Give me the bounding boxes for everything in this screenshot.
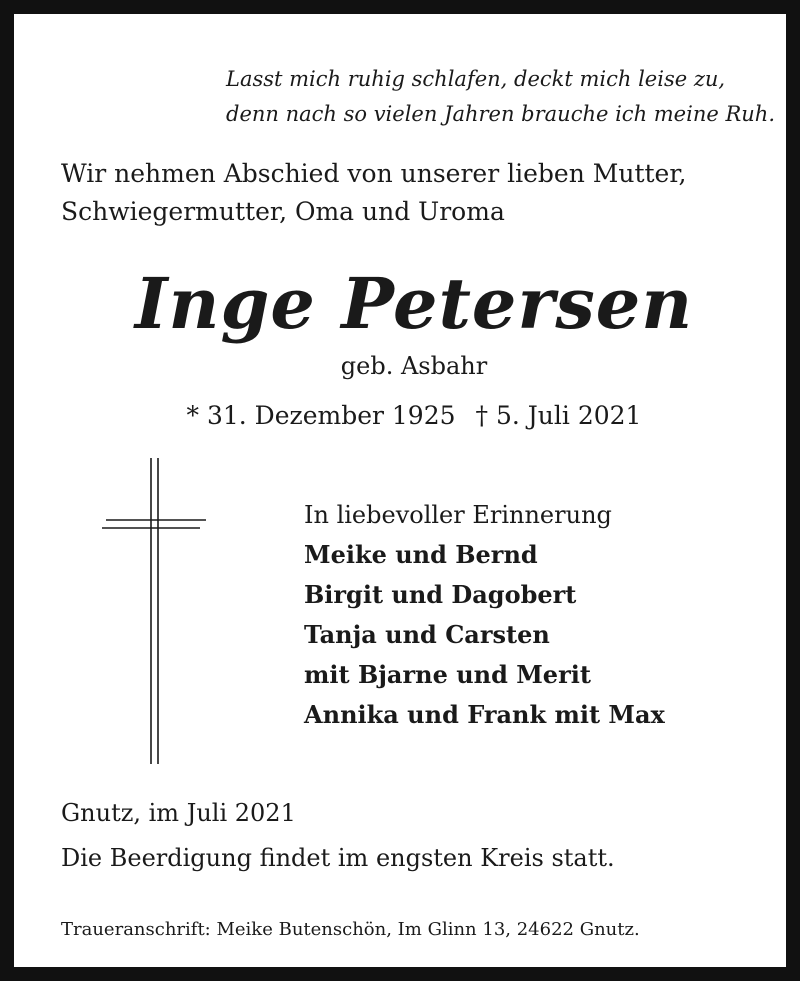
latin-cross-icon xyxy=(100,458,210,768)
motto-line-1: Lasst mich ruhig schlafen, deckt mich leise zu, xyxy=(226,67,726,91)
family-line: Birgit und Dagobert xyxy=(304,580,577,609)
motto-line-2: denn nach so vielen Jahren brauche ich meine Ruh. xyxy=(226,102,775,126)
memory-lead: In liebevoller Erinnerung xyxy=(304,501,612,529)
intro-line-2: Schwiegermutter, Oma und Uroma xyxy=(61,197,505,226)
family-line: mit Bjarne und Merit xyxy=(304,660,591,689)
family-line: Tanja und Carsten xyxy=(304,620,550,649)
maiden-name: geb. Asbahr xyxy=(340,352,488,380)
motto-verse xyxy=(226,62,775,132)
memory-block xyxy=(304,495,665,735)
intro-line-1: Wir nehmen Abschied von unserer lieben Mutter, xyxy=(61,159,687,188)
death-date: † 5. Juli 2021 xyxy=(475,401,642,430)
intro-text xyxy=(61,155,687,231)
family-line: Meike und Bernd xyxy=(304,540,538,569)
deceased-name: Inge Petersen xyxy=(134,262,694,345)
life-dates xyxy=(14,397,800,435)
family-line: Annika und Frank mit Max xyxy=(304,700,665,729)
birth-date: * 31. Dezember 1925 xyxy=(186,401,456,430)
place-date: Gnutz, im Juli 2021 xyxy=(61,799,296,827)
mourning-address: Traueranschrift: Meike Butenschön, Im Glinn 13, 24622 Gnutz. xyxy=(61,919,640,940)
funeral-note: Die Beerdigung findet im engsten Kreis statt. xyxy=(61,844,615,872)
